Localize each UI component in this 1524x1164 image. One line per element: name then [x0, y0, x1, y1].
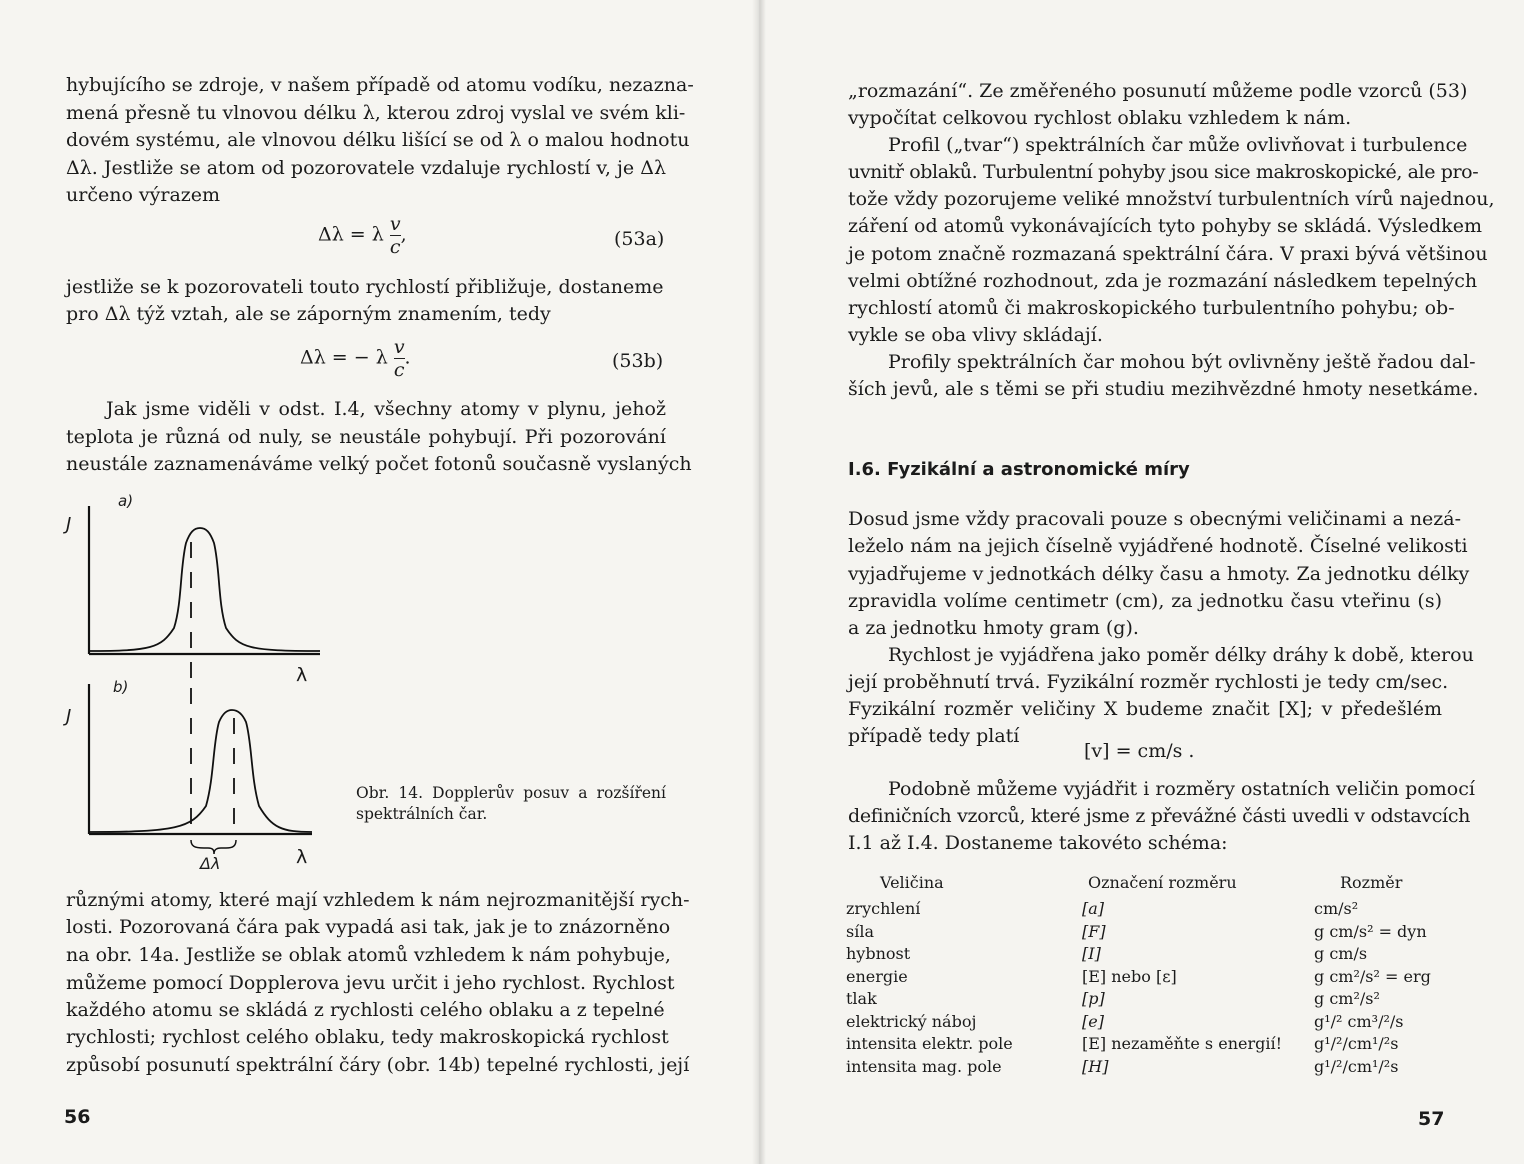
page-number: 57 [1418, 1108, 1445, 1130]
text-line: na obr. 14a. Jestliže se oblak atomů vzhledem k nám pohybuje, [66, 944, 671, 966]
text-line: „rozmazání“. Ze změřeného posunutí můžeme podle vzorců (53) [848, 80, 1468, 102]
text-line: Rychlost je vyjádřena jako poměr délky dráhy k době, kterou [888, 644, 1474, 666]
section-heading: I.6. Fyzikální a astronomické míry [848, 459, 1190, 480]
table-column-symbol [1082, 898, 1282, 1078]
doppler-figure [56, 488, 356, 888]
text-line: Profily spektrálních čar mohou být ovlivněny ještě řadou dal- [888, 351, 1476, 373]
text-line: pro Δλ týž vztah, ale se záporným znamením, tedy [66, 303, 551, 325]
table-cell: energie [846, 966, 908, 986]
table-header: Označení rozměru [1088, 873, 1237, 892]
table-column-dimension [1314, 898, 1431, 1078]
table-header: Veličina [880, 873, 944, 892]
figure-label-b: b) [113, 678, 129, 696]
x-axis-label: λ [296, 664, 308, 686]
text-line: mená přesně tu vlnovou délku λ, kterou zdroj vyslal ve svém kli- [66, 102, 686, 124]
table-cell: g cm²/s² [1314, 989, 1380, 1008]
table-cell: [p] [1082, 989, 1105, 1008]
figure-caption: spektrálních čar. [356, 805, 488, 823]
table-cell: g¹/²/cm¹/²s [1314, 1034, 1399, 1053]
text-line: je potom značně rozmazaná spektrální čára. V praxi bývá většinou [848, 243, 1488, 265]
table-cell: [e] [1082, 1011, 1104, 1031]
equation-53b: Δλ = − λ $\frac{v}{c}$. [300, 336, 411, 381]
text-line: Fyzikální rozměr veličiny X budeme značit [X]; v předešlém [848, 698, 1442, 720]
table-cell: [H] [1082, 1056, 1109, 1076]
text-line: jestliže se k pozorovateli touto rychlostí přibližuje, dostaneme [66, 276, 664, 298]
equation-number: (53b) [612, 350, 664, 372]
text-line: losti. Pozorovaná čára pak vypadá asi tak, jak je to znázorněno [66, 916, 671, 938]
text-line: I.1 až I.4. Dostaneme takovéto schéma: [848, 832, 1228, 854]
table-cell: g cm²/s² = erg [1314, 966, 1431, 986]
table-cell: síla [846, 921, 874, 941]
text-line: velmi obtížné rozhodnout, zda je rozmazání následkem tepelných [848, 270, 1478, 292]
equation-velocity-dimension: [v] = cm/s . [1084, 740, 1195, 762]
text-line: případě tedy platí [848, 725, 1020, 747]
y-axis-label: J [66, 514, 72, 535]
text-line: tože vždy pozorujeme veliké množství turbulentních vírů najednou, [848, 188, 1495, 210]
text-line: různými atomy, které mají vzhledem k nám nejrozmanitější rych- [66, 889, 690, 911]
text-line: Jak jsme viděli v odst. I.4, všechny atomy v plynu, jehož [106, 398, 666, 420]
text-line: a za jednotku hmoty gram (g). [848, 617, 1139, 639]
table-cell: tlak [846, 989, 877, 1008]
table-cell: g cm/s² = dyn [1314, 921, 1427, 941]
text-line: rychlosti; rychlost celého oblaku, tedy makroskopická rychlost [66, 1026, 669, 1048]
table-cell: [E] nebo [ε] [1082, 966, 1177, 986]
text-line: Podobně můžeme vyjádřit i rozměry ostatních veličin pomocí [888, 778, 1475, 800]
table-column-quantity [846, 898, 1013, 1078]
table-cell: intensita elektr. pole [846, 1034, 1013, 1053]
table-cell: g¹/²/cm¹/²s [1314, 1056, 1399, 1076]
delta-lambda-label: Δλ [200, 854, 221, 873]
text-line: vykle se oba vlivy skládají. [848, 324, 1103, 346]
x-axis-label: λ [296, 846, 308, 868]
text-line: ších jevů, ale s těmi se při studiu mezihvězdné hmoty nesetkáme. [848, 378, 1479, 400]
text-line: způsobí posunutí spektrální čáry (obr. 14b) tepelné rychlosti, její [66, 1054, 690, 1076]
table-cell: zrychlení [846, 899, 921, 918]
text-line: leželo nám na jejich číselně vyjádřené hodnotě. Číselné velikosti [848, 535, 1468, 557]
text-line: zpravidla volíme centimetr (cm), za jednotku času vteřinu (s) [848, 590, 1442, 612]
table-cell: g¹/² cm³/²/s [1314, 1011, 1404, 1031]
table-cell: [E] nezaměňte s energií! [1082, 1034, 1283, 1053]
text-line: vyjadřujeme v jednotkách délky času a hmoty. Za jednotku délky [848, 563, 1470, 585]
table-cell: cm/s² [1314, 899, 1359, 918]
text-line: definičních vzorců, které jsme z převážné části uvedli v odstavcích [848, 805, 1471, 827]
text-line: určeno výrazem [66, 184, 221, 206]
text-line: její proběhnutí trvá. Fyzikální rozměr rychlosti je tedy cm/sec. [848, 671, 1449, 693]
text-line: můžeme pomocí Dopplerova jevu určit i jeho rychlost. Rychlost [66, 972, 675, 994]
table-cell: [a] [1082, 899, 1105, 918]
text-line: hybujícího se zdroje, v našem případě od atomu vodíku, nezazna- [66, 74, 694, 96]
table-cell: hybnost [846, 944, 911, 963]
text-line: Profil („tvar“) spektrálních čar může ovlivňovat i turbulence [888, 134, 1468, 156]
text-line: Dosud jsme vždy pracovali pouze s obecnými veličinami a nezá- [848, 508, 1462, 530]
table-cell: [F] [1082, 921, 1106, 941]
table-cell: [I] [1082, 944, 1101, 963]
page-number: 56 [64, 1106, 91, 1128]
y-axis-label: J [66, 706, 72, 727]
figure-caption: Obr. 14. Dopplerův posuv a rozšíření [356, 784, 666, 802]
text-line: každého atomu se skládá z rychlosti celého oblaku a z tepelné [66, 999, 665, 1021]
table-header: Rozměr [1340, 873, 1403, 892]
table-cell: intensita mag. pole [846, 1056, 1002, 1076]
table-cell: elektrický náboj [846, 1011, 977, 1031]
text-line: záření od atomů vykonávajících tyto pohyby se skládá. Výsledkem [848, 215, 1482, 237]
text-line: uvnitř oblaků. Turbulentní pohyby jsou sice makroskopické, ale pro- [848, 161, 1479, 183]
text-line: vypočítat celkovou rychlost oblaku vzhledem k nám. [848, 107, 1352, 129]
figure-label-a: a) [118, 492, 134, 510]
book-gutter [752, 0, 766, 1164]
table-cell: g cm/s [1314, 944, 1368, 963]
text-line: rychlostí atomů či makroskopického turbulentního pohybu; ob- [848, 297, 1455, 319]
text-line: teplota je různá od nuly, se neustále pohybují. Při pozorování [66, 426, 666, 448]
text-line: dovém systému, ale vlnovou délku lišící se od λ o malou hodnotu [66, 129, 690, 151]
equation-53a: Δλ = λ $\frac{v}{c}$, [318, 213, 407, 258]
equation-number: (53a) [614, 228, 665, 250]
text-line: Δλ. Jestliže se atom od pozorovatele vzdaluje rychlostí v, je Δλ [66, 157, 666, 179]
text-line: neustále zaznamenáváme velký počet fotonů současně vyslaných [66, 453, 692, 475]
